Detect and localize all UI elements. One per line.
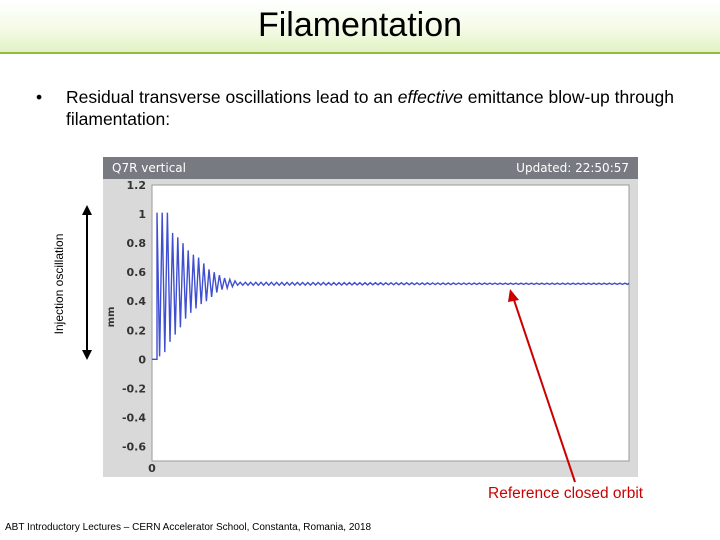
y-tick-label: 0.8 xyxy=(126,237,146,251)
injection-oscillation-arrow xyxy=(76,205,98,360)
footer: ABT Introductory Lectures – CERN Accelerator School, Constanta, Romania, 2018 xyxy=(5,522,372,533)
y-axis-unit xyxy=(104,305,118,329)
bullet-marker: • xyxy=(36,87,43,107)
bullet-text-start: Residual transverse oscillations lead to an xyxy=(66,87,398,107)
update-timestamp: Updated: 22:50:57 xyxy=(516,161,629,175)
chart-title: Q7R vertical xyxy=(112,161,186,175)
y-tick-label: -0.6 xyxy=(121,440,146,454)
svg-text:mm: mm xyxy=(106,306,117,328)
chart-frame xyxy=(103,157,638,477)
x-tick-label-0: 0 xyxy=(148,462,156,475)
y-tick-label: 0.6 xyxy=(126,266,146,280)
chart-header xyxy=(103,157,638,179)
bullet-emphasis: effective xyxy=(397,87,463,107)
y-tick-label: 1 xyxy=(138,208,146,222)
y-tick-label: 1.2 xyxy=(126,179,146,192)
y-tick-label: -0.2 xyxy=(121,382,146,396)
bullet-text-end: emittance blow-up through filamentation: xyxy=(66,87,674,129)
y-tick-label: 0 xyxy=(138,353,146,367)
reference-orbit-label: Reference closed orbit xyxy=(488,485,644,502)
injection-oscillation-label xyxy=(49,224,71,344)
y-tick-label: 0.4 xyxy=(126,295,146,309)
bullet-text xyxy=(66,86,686,130)
svg-text:Injection oscillation: Injection oscillation xyxy=(52,233,67,335)
y-tick-label: -0.4 xyxy=(121,411,146,425)
y-tick-label: 0.2 xyxy=(126,324,146,338)
slide-title: Filamentation xyxy=(257,6,463,44)
title-bar xyxy=(0,0,720,54)
